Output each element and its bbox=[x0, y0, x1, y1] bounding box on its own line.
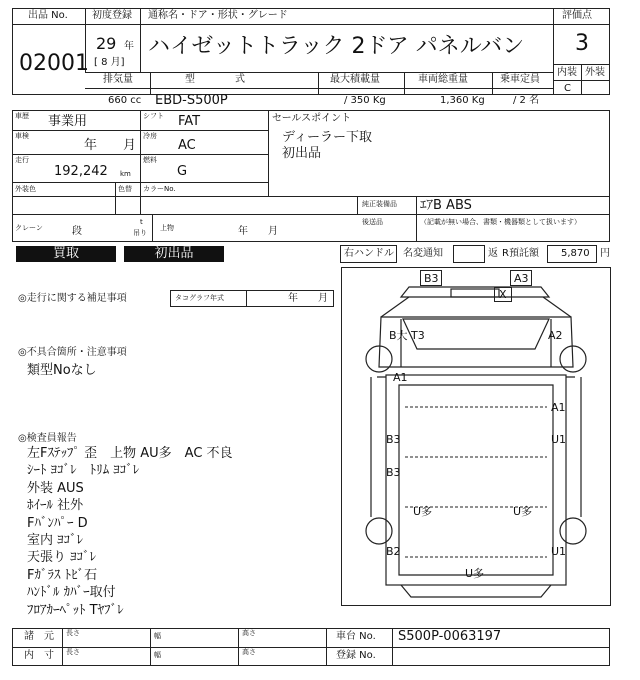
lot-label: 出品 No. bbox=[28, 10, 68, 21]
inspector-line: ｼｰﾄ ﾖｺﾞﾚ ﾄﾘﾑ ﾖｺﾞﾚ bbox=[27, 463, 140, 479]
mount-date: 年 月 bbox=[238, 226, 278, 237]
divider bbox=[152, 214, 153, 242]
inspector-line: ﾎｲｰﾙ 社外 bbox=[27, 498, 84, 514]
selling-label: セールスポイント bbox=[272, 113, 352, 124]
defect-line: 類型Noなし bbox=[27, 363, 97, 378]
fuel: G bbox=[177, 164, 188, 179]
divider bbox=[357, 196, 358, 214]
divider bbox=[140, 8, 141, 72]
ac-label: 冷房 bbox=[143, 132, 157, 140]
divider bbox=[12, 647, 610, 648]
length-label-2: 長さ bbox=[66, 648, 80, 656]
divider bbox=[150, 72, 151, 95]
reg-month: [ 8 月] bbox=[94, 57, 125, 68]
first-reg-label: 初度登録 bbox=[92, 10, 132, 21]
mark-b3-top: B3 bbox=[424, 272, 439, 285]
retrofit-label: 後送品 bbox=[362, 218, 383, 226]
history-label: 車歴 bbox=[15, 112, 29, 120]
reg-year-unit: 年 bbox=[124, 41, 134, 52]
kaitori-bar: 買取 bbox=[16, 246, 116, 262]
divider bbox=[416, 196, 417, 242]
equip-label: 純正装備品 bbox=[362, 200, 397, 208]
interior-grade: C bbox=[564, 83, 571, 94]
handle: 右ハンドル bbox=[344, 248, 394, 259]
equip: ｴｱB ABS bbox=[420, 198, 472, 213]
ac: AC bbox=[178, 138, 196, 153]
divider bbox=[12, 182, 268, 183]
divider bbox=[62, 628, 63, 666]
truck-outline-svg bbox=[341, 267, 611, 606]
mark-u1-right: U1 bbox=[551, 433, 567, 446]
divider bbox=[12, 130, 268, 131]
mark-a1-right: A1 bbox=[551, 401, 566, 414]
shift: FAT bbox=[178, 114, 201, 129]
tacho-date: 年 月 bbox=[288, 293, 328, 304]
score-label: 評価点 bbox=[562, 10, 592, 21]
shoyou-label: 諸 元 bbox=[24, 631, 54, 642]
mark-b-t3: B大 T3 bbox=[389, 329, 425, 342]
divider bbox=[268, 110, 269, 196]
height-label-1: 高さ bbox=[242, 629, 256, 637]
divider bbox=[553, 80, 610, 81]
color-label: 外装色 bbox=[15, 185, 36, 193]
divider bbox=[150, 628, 151, 666]
divider bbox=[492, 72, 493, 95]
divider bbox=[85, 72, 553, 73]
score-value: 3 bbox=[575, 31, 589, 56]
reg-year: 29 bbox=[96, 34, 117, 53]
inspector-line: ﾊﾝﾄﾞﾙ ｶﾊﾞｰ取付 bbox=[27, 585, 116, 601]
mark-a3-top: A3 bbox=[514, 272, 529, 285]
divider bbox=[12, 154, 268, 155]
width-label-1: 幅 bbox=[154, 632, 161, 640]
max-load: / 350 Kg bbox=[344, 95, 386, 106]
mount-label: 上物 bbox=[160, 224, 174, 232]
inspector-line: Fｶﾞﾗｽ ﾄﾋﾞ石 bbox=[27, 567, 98, 583]
divider bbox=[238, 628, 239, 666]
gross-weight-label: 車両総重量 bbox=[418, 74, 468, 85]
displacement: 660 cc bbox=[108, 95, 142, 106]
history: 事業用 bbox=[48, 114, 88, 129]
mileage-unit: km bbox=[120, 170, 131, 178]
divider bbox=[404, 72, 405, 95]
divider bbox=[140, 110, 141, 214]
mileage-label: 走行 bbox=[15, 156, 29, 164]
tacho-label: タコグラフ年式 bbox=[175, 294, 224, 302]
divider bbox=[326, 628, 327, 666]
chassis-number: S500P-0063197 bbox=[398, 629, 502, 644]
retrofit-note: （記載が無い場合、書類・機器類として扱います） bbox=[420, 218, 581, 226]
mark-b3-left: B3 bbox=[386, 433, 401, 446]
lot-number: 02001 bbox=[19, 51, 89, 76]
model-grade-label: 通称名・ドア・形状・グレード bbox=[148, 10, 288, 21]
name-change-box bbox=[453, 245, 485, 263]
divider bbox=[115, 182, 116, 214]
height-label-2: 高さ bbox=[242, 648, 256, 656]
color-no-label: 色替 bbox=[118, 185, 132, 193]
first-listing-bar: 初出品 bbox=[124, 246, 224, 262]
mark-u-many-right: U多 bbox=[513, 505, 533, 518]
selling-point-2: 初出品 bbox=[282, 146, 322, 161]
divider bbox=[318, 72, 319, 95]
divider bbox=[12, 196, 610, 197]
max-load-label: 最大積載量 bbox=[330, 74, 380, 85]
length-label-1: 長さ bbox=[66, 629, 80, 637]
inspector-line: 外装 AUS bbox=[27, 480, 84, 496]
selling-point-1: ディーラー下取 bbox=[282, 130, 372, 145]
r-amount: 5,870 bbox=[561, 248, 590, 259]
capacity-label: 乗車定員 bbox=[500, 74, 540, 85]
inspector-title: ◎検査員報告 bbox=[18, 433, 77, 444]
inspector-line: ﾌﾛｱｶｰﾍﾟｯﾄ Tﾔﾌﾞﾚ bbox=[27, 602, 124, 618]
crane-t: t bbox=[140, 218, 143, 226]
inspector-line: Fﾊﾞﾝﾊﾟｰ D bbox=[27, 515, 88, 531]
divider bbox=[553, 8, 554, 95]
mark-u-many-bottom: U多 bbox=[465, 567, 485, 580]
capacity: / 2 名 bbox=[513, 95, 540, 106]
mark-a2: A2 bbox=[548, 329, 563, 342]
fuel-label: 燃料 bbox=[143, 156, 157, 164]
mark-x-top: X bbox=[499, 288, 507, 301]
crane-tsuri: 吊り bbox=[133, 229, 147, 237]
interior-label: 内装 bbox=[557, 67, 577, 78]
divider bbox=[246, 290, 247, 307]
defect-title: ◎不具合箇所・注意事項 bbox=[18, 347, 127, 358]
yen: 円 bbox=[600, 248, 610, 259]
reg-label: 登録 No. bbox=[336, 650, 376, 661]
inspector-line: 天張り ﾖｺﾞﾚ bbox=[27, 550, 97, 566]
model-name: ハイゼットトラック 2ドア パネルバン bbox=[148, 34, 525, 59]
return-label: 返 bbox=[488, 248, 498, 259]
crane-label: クレーン bbox=[15, 224, 43, 232]
crane-dan: 段 bbox=[72, 226, 82, 237]
inspection-label: 車検 bbox=[15, 132, 29, 140]
inspector-line: 室内 ﾖｺﾞﾚ bbox=[27, 533, 84, 548]
inspector-line: 左Fｽﾃｯﾌﾟ 歪 上物 AU多 AC 不良 bbox=[27, 446, 233, 461]
naigai-label: 内 寸 bbox=[24, 650, 54, 661]
name-change-label: 名変通知 bbox=[403, 248, 443, 259]
mileage: 192,242 bbox=[54, 164, 108, 179]
chassis-label: 車台 No. bbox=[336, 631, 376, 642]
displacement-label: 排気量 bbox=[103, 74, 133, 85]
width-label-2: 幅 bbox=[154, 651, 161, 659]
model-code-label: 型 式 bbox=[185, 74, 245, 85]
divider bbox=[12, 24, 610, 25]
divider bbox=[85, 88, 553, 89]
driving-title: ◎走行に関する補足事項 bbox=[18, 293, 127, 304]
divider bbox=[392, 628, 393, 666]
r-label: R預託額 bbox=[502, 248, 539, 259]
model-code: EBD-S500P bbox=[155, 93, 228, 108]
mark-b2: B2 bbox=[386, 545, 401, 558]
gross-weight: 1,360 Kg bbox=[440, 95, 485, 106]
divider bbox=[357, 214, 610, 215]
mark-u1-bottom: U1 bbox=[551, 545, 567, 558]
color-code-label: カラーNo. bbox=[143, 185, 176, 193]
inspection: 年 月 bbox=[84, 138, 137, 153]
exterior-label: 外装 bbox=[585, 67, 605, 78]
shift-label: シフト bbox=[143, 112, 164, 120]
mark-a1-left: A1 bbox=[393, 371, 408, 384]
mark-b3-left-2: B3 bbox=[386, 466, 401, 479]
mark-u-many-left: U多 bbox=[413, 505, 433, 518]
